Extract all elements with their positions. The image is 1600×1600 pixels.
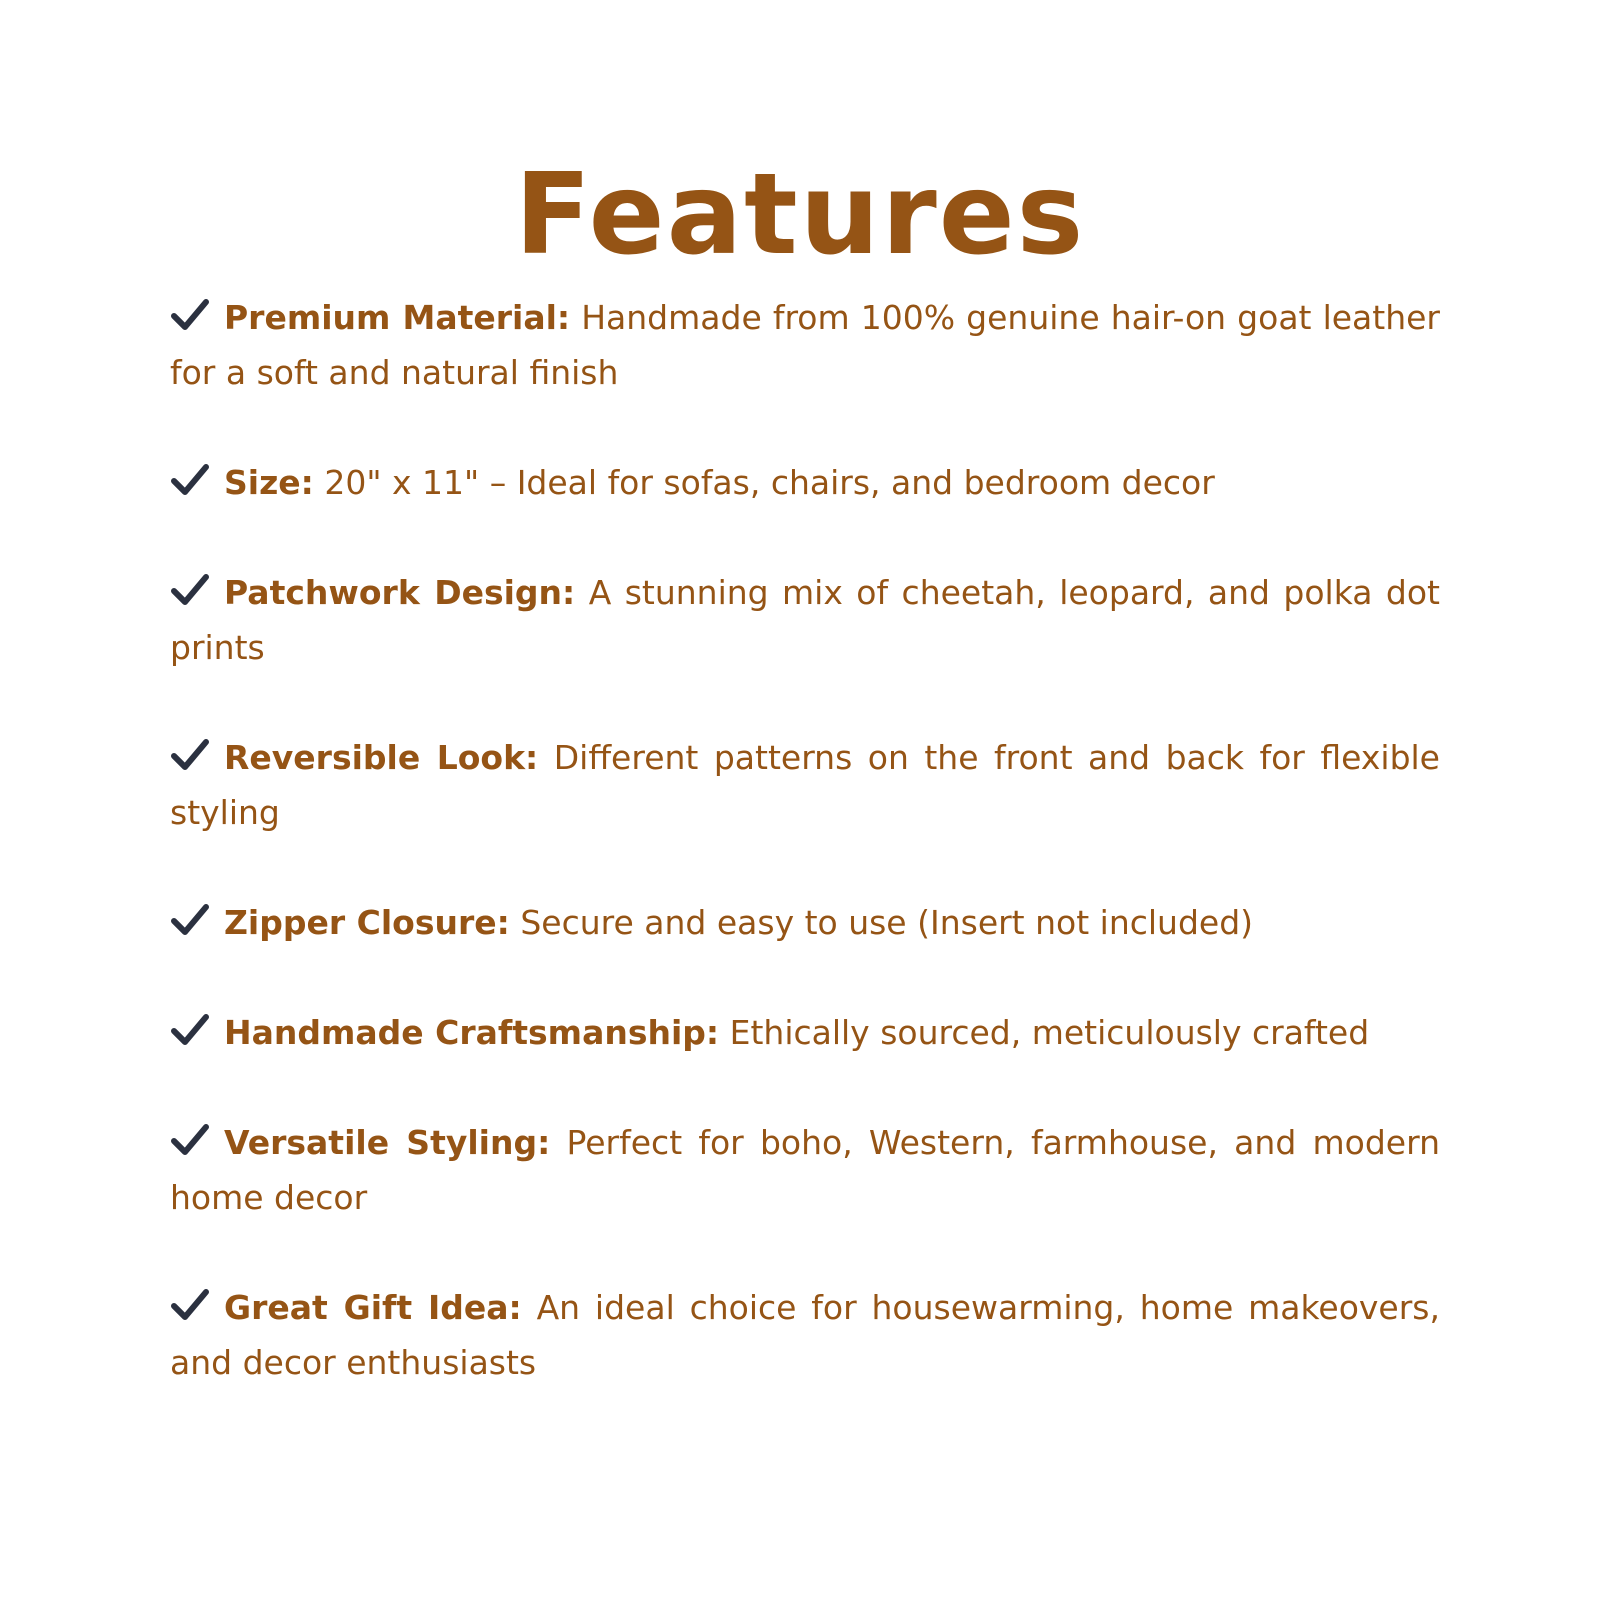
feature-item-size xyxy=(170,455,1440,510)
feature-description: 20" x 11" – Ideal for sofas, chairs, and bedroom decor xyxy=(324,463,1215,502)
feature-term: Zipper Closure: xyxy=(224,903,510,942)
checkmark-icon xyxy=(170,737,210,773)
feature-item-zipper-closure xyxy=(170,895,1440,950)
feature-item-versatile-styling xyxy=(170,1115,1440,1225)
feature-term: Handmade Craftsmanship: xyxy=(224,1013,720,1052)
feature-description: An ideal choice for housewarming, home makeovers, and decor enthusiasts xyxy=(170,1288,1440,1382)
feature-item-handmade-craftsmanship xyxy=(170,1005,1440,1060)
feature-item-premium-material xyxy=(170,290,1440,400)
feature-description: Handmade from 100% genuine hair-on goat leather for a soft and natural finish xyxy=(170,298,1440,392)
feature-term: Size: xyxy=(224,463,314,502)
checkmark-icon xyxy=(170,1012,210,1048)
page-title: Features xyxy=(514,150,1086,280)
checkmark-icon xyxy=(170,1287,210,1323)
checkmark-icon xyxy=(170,297,210,333)
feature-description: A stunning mix of cheetah, leopard, and polka dot prints xyxy=(170,573,1440,667)
feature-description: Secure and easy to use (Insert not included) xyxy=(520,903,1254,942)
checkmark-icon xyxy=(170,462,210,498)
feature-item-patchwork-design xyxy=(170,565,1440,675)
feature-description: Different patterns on the front and back for flexible styling xyxy=(170,738,1440,832)
feature-list xyxy=(170,290,1440,1390)
feature-term: Versatile Styling: xyxy=(224,1123,551,1162)
checkmark-icon xyxy=(170,572,210,608)
feature-description: Ethically sourced, meticulously crafted xyxy=(729,1013,1370,1052)
feature-item-great-gift-idea xyxy=(170,1280,1440,1390)
checkmark-icon xyxy=(170,902,210,938)
feature-description: Perfect for boho, Western, farmhouse, and modern home decor xyxy=(170,1123,1440,1217)
feature-term: Premium Material: xyxy=(224,298,571,337)
checkmark-icon xyxy=(170,1122,210,1158)
feature-term: Reversible Look: xyxy=(224,738,539,777)
feature-term: Great Gift Idea: xyxy=(224,1288,522,1327)
feature-term: Patchwork Design: xyxy=(224,573,576,612)
feature-item-reversible-look xyxy=(170,730,1440,840)
